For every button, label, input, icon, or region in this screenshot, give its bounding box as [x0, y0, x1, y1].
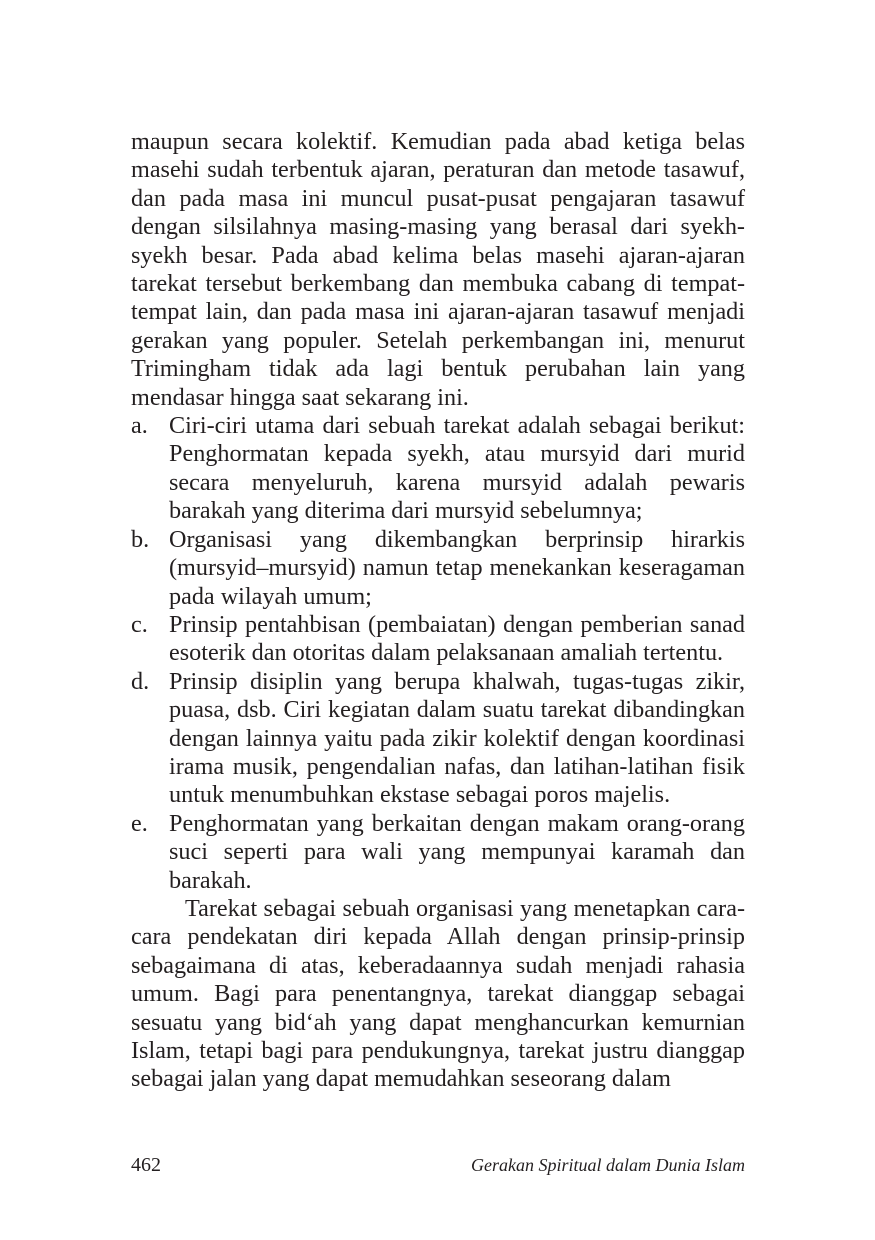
- list-item: [131, 526, 745, 611]
- list-item-text: Prinsip pentahbisan (pembaiatan) dengan pemberian sanad esoterik dan otoritas dalam pelaksanaan amaliah tertentu.: [169, 610, 745, 667]
- page-body: [131, 128, 745, 1094]
- list-marker: d.: [131, 667, 150, 695]
- characteristics-list: [131, 412, 745, 895]
- list-marker: b.: [131, 525, 150, 553]
- list-marker: c.: [131, 610, 148, 638]
- page-number: 462: [131, 1154, 161, 1176]
- list-item-text: Prinsip disiplin yang berupa khalwah, tugas-tugas zikir, puasa, dsb. Ciri kegiatan dalam suatu tarekat dibandingkan dengan lainnya yaitu pada zikir kolektif dengan koordinasi irama musik, pengendalian nafas, dan latihan-latihan fisik untuk menumbuhkan ekstase sebagai poros majelis.: [169, 667, 745, 809]
- paragraph-intro: maupun secara kolektif. Kemudian pada abad ketiga belas masehi sudah terbentuk ajaran, peraturan dan metode tasawuf, dan pada masa ini muncul pusat-pusat pengajaran tasawuf dengan silsilahnya masing-masing yang berasal dari syekh-syekh besar. Pada abad kelima belas masehi ajaran-ajaran tarekat tersebut berkembang dan membuka cabang di tempat-tempat lain, dan pada masa ini ajaran-ajaran tasawuf menjadi gerakan yang populer. Setelah perkembangan ini, menurut Trimingham tidak ada lagi bentuk perubahan lain yang mendasar hingga saat sekarang ini.: [131, 128, 745, 411]
- list-marker: e.: [131, 809, 148, 837]
- page-footer: [131, 1150, 745, 1180]
- list-item: [131, 810, 745, 895]
- list-item: [131, 412, 745, 526]
- running-title: Gerakan Spiritual dalam Dunia Islam: [471, 1155, 745, 1175]
- list-marker: a.: [131, 412, 148, 440]
- list-item: [131, 668, 745, 810]
- list-item-text: Penghormatan yang berkaitan dengan makam orang-orang suci seperti para wali yang mempunyai karamah dan barakah.: [169, 809, 745, 894]
- list-item: [131, 611, 745, 668]
- list-item-text: Organisasi yang dikembangkan berprinsip hirarkis (mursyid–mursyid) namun tetap menekankan keseragaman pada wilayah umum;: [169, 525, 745, 610]
- paragraph-conclusion: Tarekat sebagai sebuah organisasi yang menetapkan cara-cara pendekatan diri kepada Allah dengan prinsip-prinsip sebagaimana di atas, keberadaannya sudah menjadi rahasia umum. Bagi para penentangnya, tarekat dianggap sebagai sesuatu yang bid‘ah yang dapat menghancurkan kemurnian Islam, tetapi bagi para pendukungnya, tarekat justru dianggap sebagai jalan yang dapat memudahkan seseorang dalam: [131, 894, 745, 1093]
- list-item-text: Ciri-ciri utama dari sebuah tarekat adalah sebagai berikut: Penghormatan kepada syekh, atau mursyid dari murid secara menyeluruh, karena mursyid adalah pewaris barakah yang diterima dari mursyid sebelumnya;: [169, 412, 745, 525]
